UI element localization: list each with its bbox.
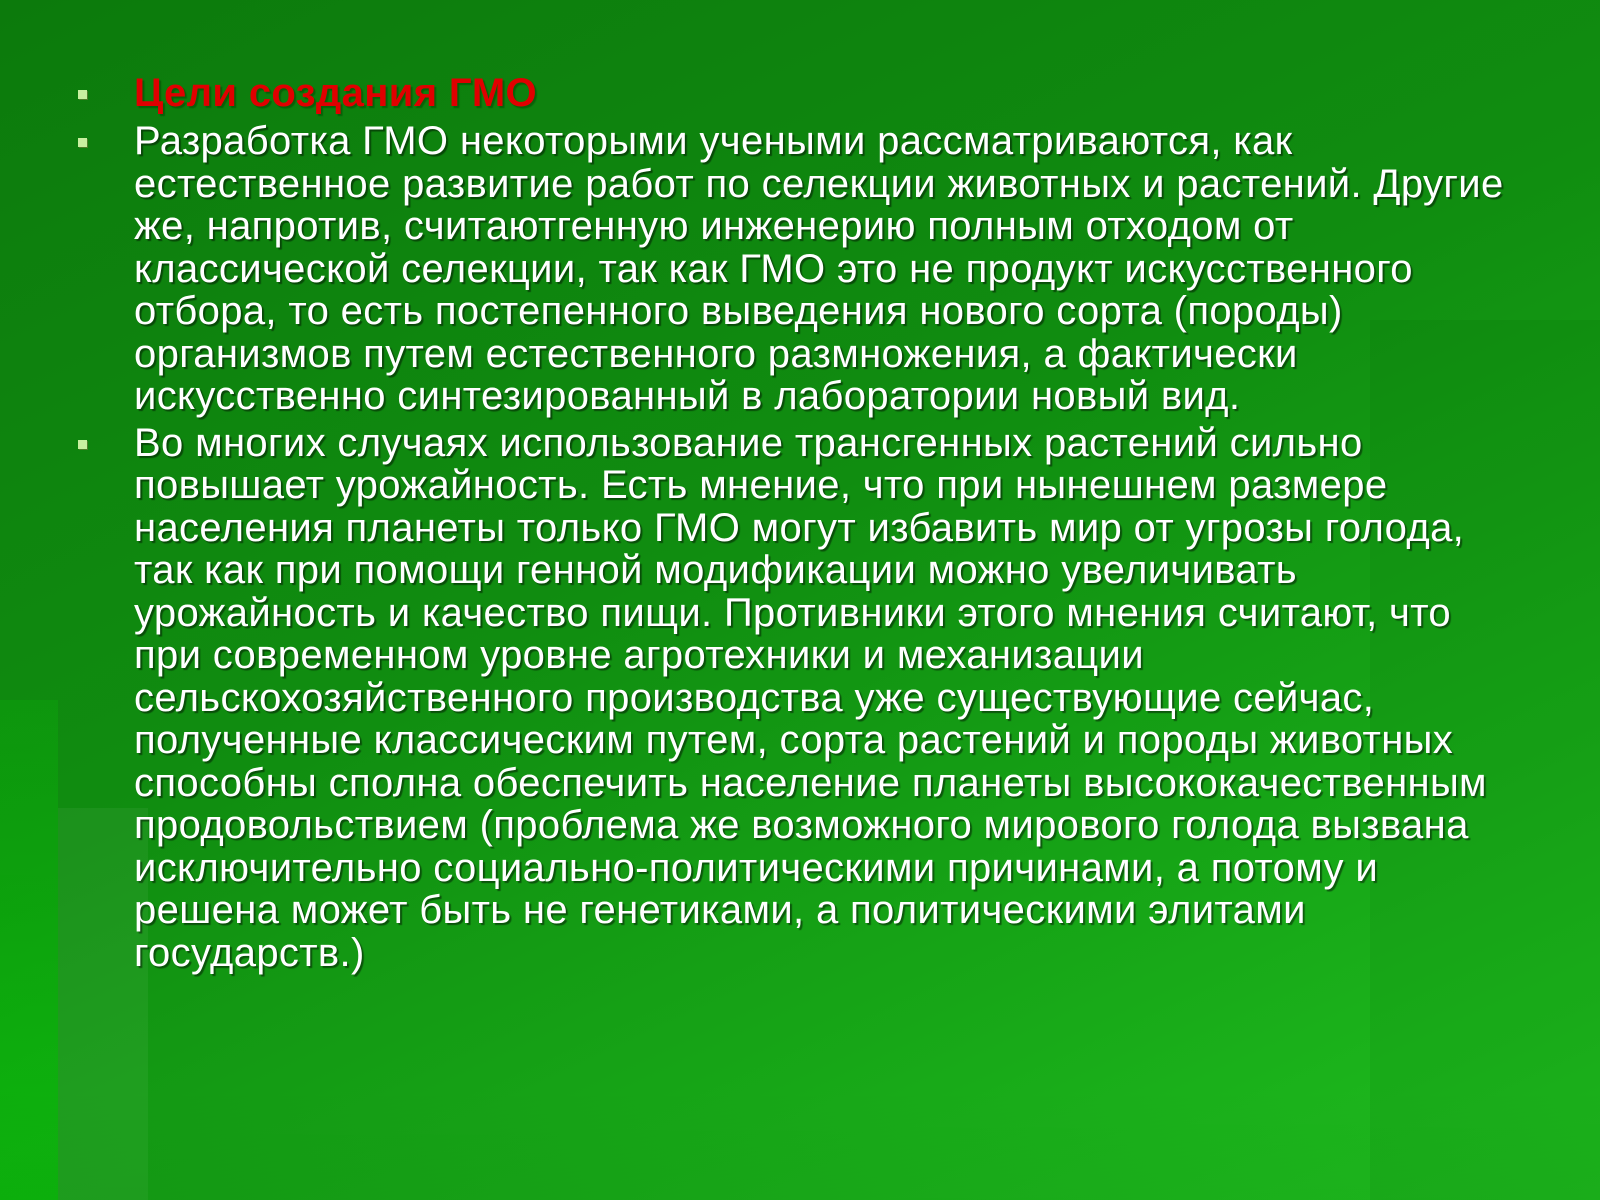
- paragraph-text: Разработка ГМО некоторыми учеными рассматриваются, как естественное развитие работ по селекции животных и растений. Другие же, напротив, считаютгенную инженерию полным отходом от классической селекции, так как ГМО это не продукт искусственного отбора, то есть постепенного выведения нового сорта (породы) организмов путем естественного размножения, а фактически искусственно синтезированный в лаборатории новый вид.: [134, 119, 1504, 418]
- square-bullet-icon: [76, 422, 134, 466]
- paragraph-text: Во многих случаях использование трансгенных растений сильно повышает урожайность. Есть мнение, что при нынешнем размере населения планеты только ГМО могут избавить мир от угрозы голода, так как при помощи генной модификации можно увеличивать урожайность и качество пищи. Противники этого мнения считают, что при современном уровне агротехники и механизации сельскохозяйственного производства уже существующие сейчас, полученные классическим путем, сорта растений и породы животных способны сполна обеспечить население планеты высококачественным продовольствием (проблема же возможного мирового голода вызвана исключительно социально-политическими причинами, а потому и решена может быть не генетиками, а политическими элитами государств.): [134, 420, 1487, 975]
- list-item: [76, 422, 1516, 975]
- list-item: [76, 120, 1516, 418]
- slide-heading: Цели создания ГМО: [134, 71, 538, 115]
- background-stripe-left: [0, 700, 58, 1200]
- square-bullet-icon: [76, 72, 134, 116]
- slide-content: [76, 72, 1516, 978]
- bullet-list: [76, 72, 1516, 974]
- square-bullet-icon: [76, 120, 134, 164]
- background-band-bottom: [0, 1090, 1600, 1200]
- list-item-heading: [76, 72, 1516, 116]
